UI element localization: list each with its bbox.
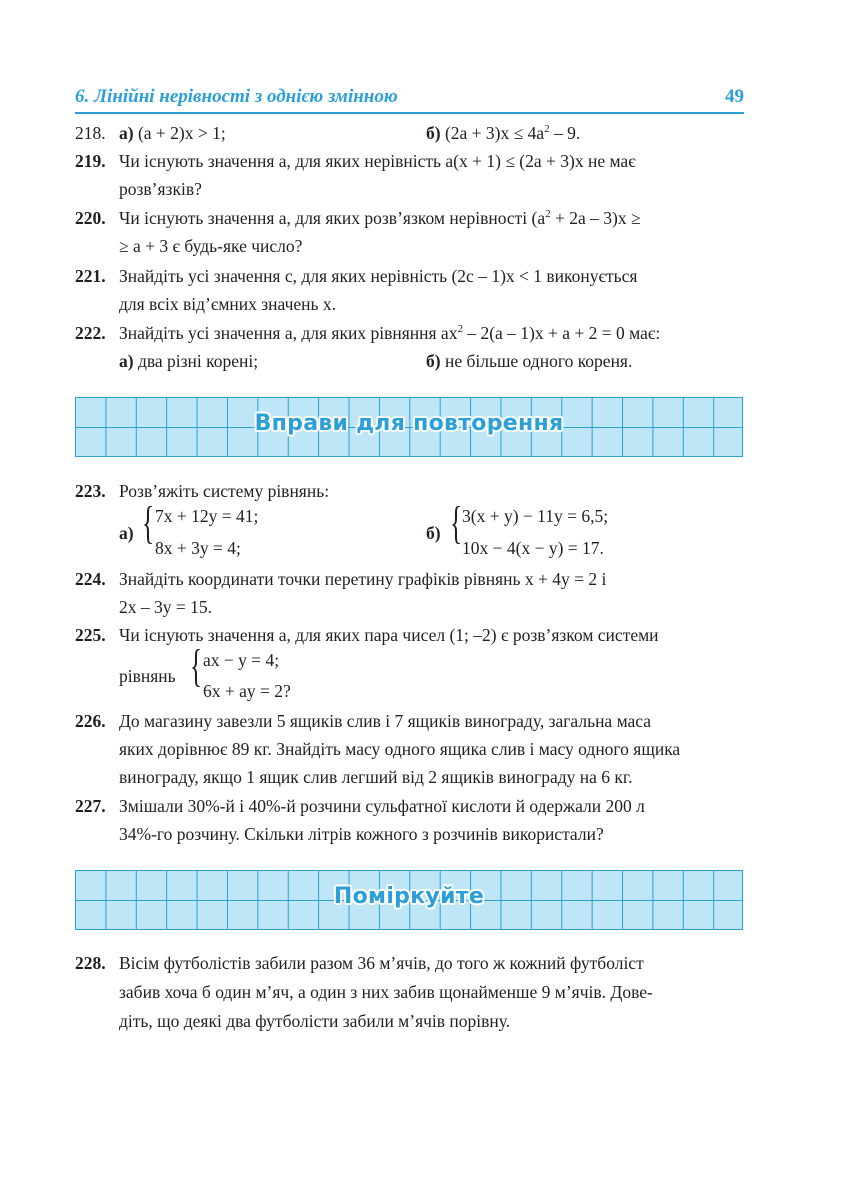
problem-228-line2: забив хоча б один м’яч, а один з них забив щонайменше 9 м’ячів. Дове- xyxy=(119,982,653,1002)
problem-225-line2: рівнянь xyxy=(119,666,176,686)
system-b-eq2: 10x − 4(x − y) = 17. xyxy=(462,538,604,558)
section-title: Вправи для повторення xyxy=(254,411,564,436)
problem-218-a: а) (a + 2)x > 1; xyxy=(119,123,226,143)
problem-number: 223. xyxy=(75,481,106,501)
problem-219-line2: розв’язків? xyxy=(119,179,202,199)
problem-228-line1: Вісім футболістів забили разом 36 м’ячів, до того ж кожний футболіст xyxy=(119,953,644,973)
problem-220-line2: ≥ a + 3 є будь-яке число? xyxy=(119,236,303,256)
problem-218-b: б) $(2a + 3)x \le 4a^2 - 9$. xyxy=(426,123,581,143)
header-rule xyxy=(75,112,744,114)
problem-226-line2: яких дорівнює 89 кг. Знайдіть масу одного ящика слив і масу одного ящика xyxy=(119,739,681,759)
problem-number: 227. xyxy=(75,796,106,816)
system-a-label: а) xyxy=(119,523,134,543)
left-brace: { xyxy=(142,497,155,548)
problem-number: 218. xyxy=(75,123,106,143)
problem-225-line1: Чи існують значення a, для яких пара чисел (1; –2) є розв’язком системи xyxy=(119,625,659,645)
problem-number: 219. xyxy=(75,151,106,171)
system-225-eq1: ax − y = 4; xyxy=(203,650,280,670)
section-banner-exercises xyxy=(75,397,743,457)
problem-219-line1: Чи існують значення a, для яких нерівність a(x + 1) ≤ (2a + 3)x не має xyxy=(119,151,636,171)
page-number: 49 xyxy=(725,86,744,107)
problem-222-a: а) два різні корені; xyxy=(119,351,259,371)
section-title: Поміркуйте xyxy=(333,884,485,909)
problem-220-line1: Чи існують значення a, для яких розв’язком нерівності $(a^2 + 2a - 3)x$ ≥ xyxy=(119,208,641,228)
problem-number: 226. xyxy=(75,711,106,731)
left-brace: { xyxy=(190,640,203,691)
problem-223-line1: Розв’яжіть систему рівнянь: xyxy=(119,481,330,501)
problem-number: 228. xyxy=(75,953,106,973)
problem-number: 224. xyxy=(75,569,106,589)
system-b-eq1: 3(x + y) − 11y = 6,5; xyxy=(462,506,609,526)
section-banner-think xyxy=(75,870,743,930)
problem-224-line2: 2x – 3y = 15. xyxy=(119,597,212,617)
problem-224-line1: Знайдіть координати точки перетину графіків рівнянь x + 4y = 2 і xyxy=(119,569,607,589)
problem-227-line2: 34%-го розчину. Скільки літрів кожного з розчинів використали? xyxy=(119,824,604,844)
running-header xyxy=(75,84,744,114)
problem-number: 220. xyxy=(75,208,106,228)
problem-226-line1: До магазину завезли 5 ящиків слив і 7 ящиків винограду, загальна маса xyxy=(119,711,652,731)
problem-227-line1: Змішали 30%-й і 40%-й розчини сульфатної кислоти й одержали 200 л xyxy=(119,796,645,816)
problem-221-line2: для всіх від’ємних значень x. xyxy=(119,294,337,314)
chapter-title: 6. Лінійні нерівності з однією змінною xyxy=(75,86,398,107)
problem-222-line1: Знайдіть усі значення a, для яких рівняння $ax^2 - 2(a - 1)x + a + 2 = 0$ має: xyxy=(119,323,661,343)
system-b-label: б) xyxy=(426,523,441,543)
problem-number: 225. xyxy=(75,625,106,645)
problem-221-line1: Знайдіть усі значення c, для яких нерівність (2c – 1)x < 1 виконується xyxy=(119,266,638,286)
problem-number: 222. xyxy=(75,323,106,343)
problem-228-line3: діть, що деякі два футболісти забили м’ячів порівну. xyxy=(119,1011,511,1031)
system-225-eq2: 6x + ay = 2? xyxy=(203,681,291,701)
left-brace: { xyxy=(450,497,463,548)
system-a-eq1: 7x + 12y = 41; xyxy=(155,506,259,526)
system-a-eq2: 8x + 3y = 4; xyxy=(155,538,241,558)
problem-222-b: б) не більше одного кореня. xyxy=(426,351,633,371)
problem-226-line3: винограду, якщо 1 ящик слив легший від 2 ящиків винограду на 6 кг. xyxy=(119,767,633,787)
problem-number: 221. xyxy=(75,266,106,286)
